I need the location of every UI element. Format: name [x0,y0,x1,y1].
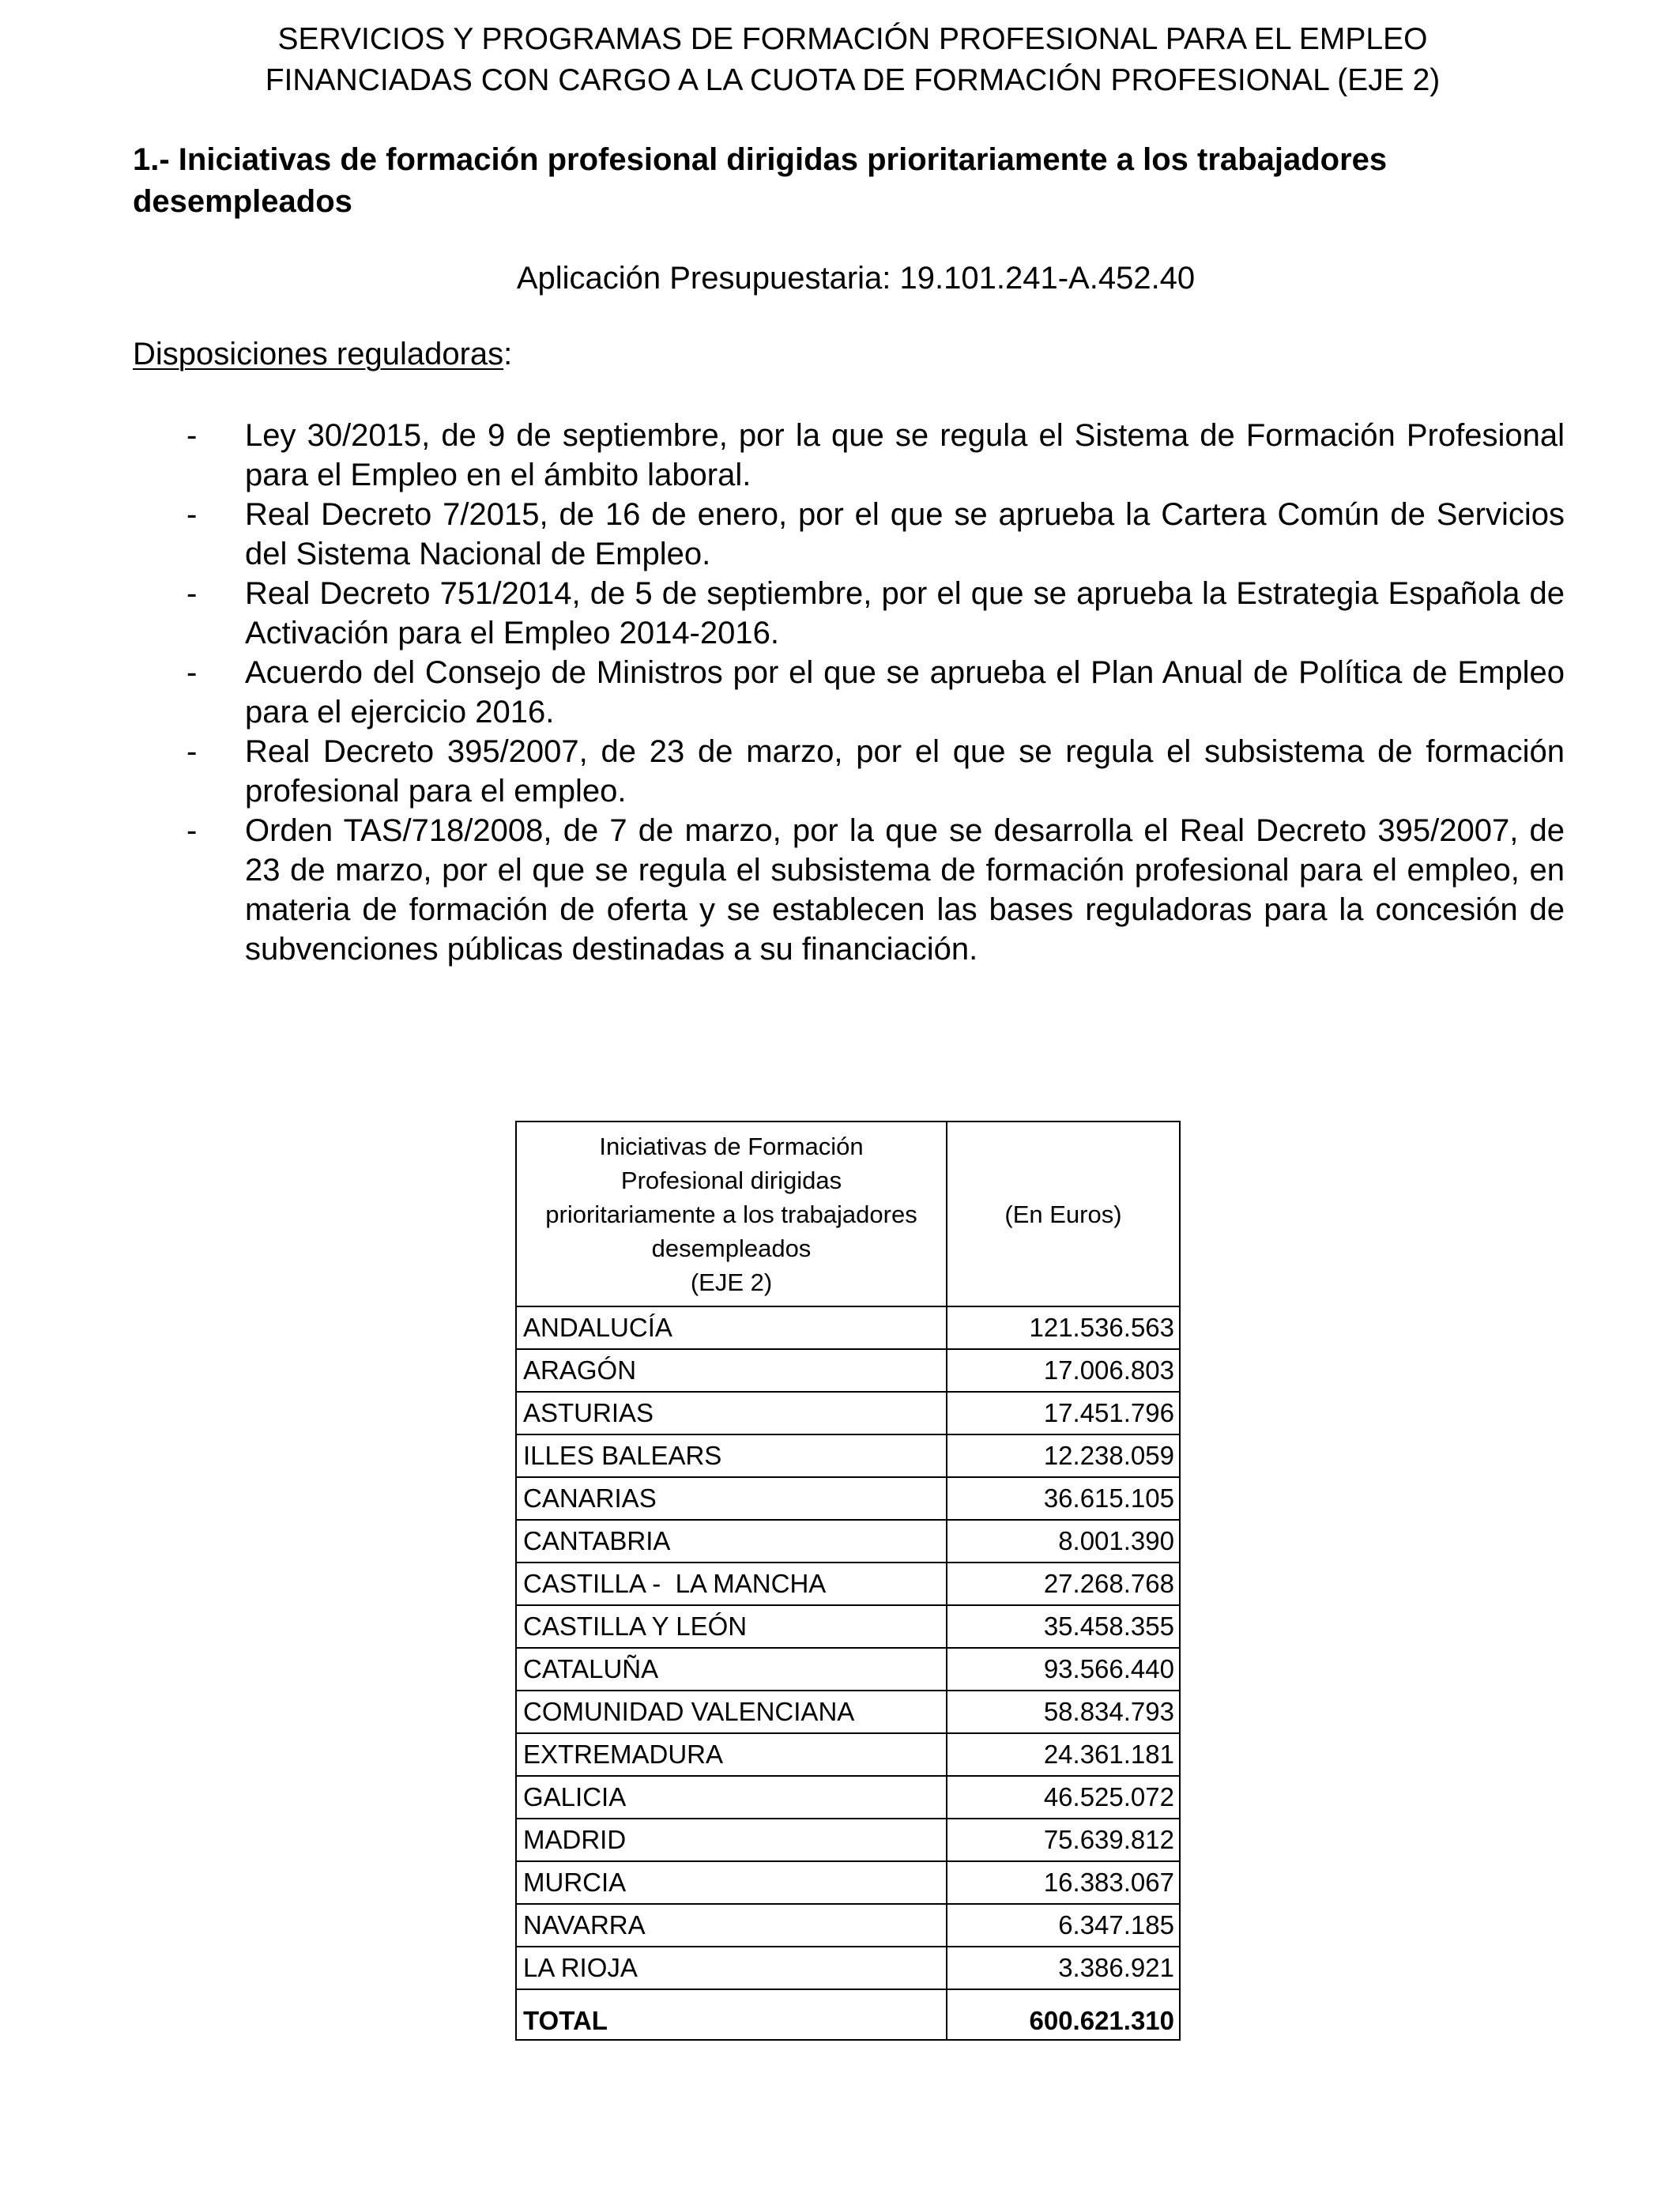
table-row [516,1819,1180,1861]
region-name: ANDALUCÍA [516,1306,947,1349]
regulatory-provisions-label-colon: : [503,337,513,371]
region-amount: 24.361.181 [947,1733,1180,1776]
region-amount: 121.536.563 [947,1306,1180,1349]
region-name: COMUNIDAD VALENCIANA [516,1691,947,1733]
table-row [516,1434,1180,1477]
table-row [516,1776,1180,1819]
table-row [516,1349,1180,1392]
provision-text: Real Decreto 751/2014, de 5 de septiembre, por el que se aprueba la Estrategia Española de Activación para el Empleo 2014-2016. [245,576,1565,650]
bullet-dash: - [186,813,198,848]
provision-text: Orden TAS/718/2008, de 7 de marzo, por la que se desarrolla el Real Decreto 395/2007, de 23 de marzo, por el que se regula el subsistema de formación profesional para el empleo, en materia de formación de oferta y se establecen las bases reguladoras para la concesión de subvenciones públicas destinadas a su financiación. [245,813,1565,967]
region-name: CANARIAS [516,1477,947,1520]
region-name: NAVARRA [516,1904,947,1947]
region-amount: 36.615.105 [947,1477,1180,1520]
total-amount: 600.621.310 [947,2003,1180,2040]
region-amount: 17.451.796 [947,1392,1180,1434]
table-row [516,1691,1180,1733]
region-amount: 3.386.921 [947,1947,1180,1989]
region-name: LA RIOJA [516,1947,947,1989]
region-name: ILLES BALEARS [516,1434,947,1477]
region-name: ARAGÓN [516,1349,947,1392]
table-total-row [516,2003,1180,2040]
region-amount: 93.566.440 [947,1648,1180,1691]
bullet-dash: - [186,655,198,690]
total-label: TOTAL [516,2003,947,2040]
region-amount: 12.238.059 [947,1434,1180,1477]
region-name: ASTURIAS [516,1392,947,1434]
region-amount: 17.006.803 [947,1349,1180,1392]
region-name: MADRID [516,1819,947,1861]
region-amount: 27.268.768 [947,1563,1180,1605]
section-heading: 1.- Iniciativas de formación profesional dirigidas prioritariamente a los trabajadores desempleados [133,142,1388,219]
bullet-dash: - [186,418,198,453]
region-amount: 8.001.390 [947,1520,1180,1563]
table-row [516,1947,1180,1989]
provision-text: Real Decreto 395/2007, de 23 de marzo, por el que se regula el subsistema de formación profesional para el empleo. [245,734,1565,809]
budget-application-line: Aplicación Presupuestaria: 19.101.241-A.452.40 [516,261,1196,296]
provision-text: Acuerdo del Consejo de Ministros por el que se aprueba el Plan Anual de Política de Empleo para el ejercicio 2016. [245,655,1565,729]
region-amount: 6.347.185 [947,1904,1180,1947]
table-header-currency: (En Euros) [947,1122,1180,1306]
region-name: EXTREMADURA [516,1733,947,1776]
bullet-dash: - [186,734,198,769]
provision-text: Real Decreto 7/2015, de 16 de enero, por el que se aprueba la Cartera Común de Servicios del Sistema Nacional de Empleo. [245,497,1565,571]
region-amount: 58.834.793 [947,1691,1180,1733]
provision-text: Ley 30/2015, de 9 de septiembre, por la que se regula el Sistema de Formación Profesional para el Empleo en el ámbito laboral. [245,418,1565,492]
region-name: CASTILLA - LA MANCHA [516,1563,947,1605]
table-row [516,1306,1180,1349]
regulatory-provisions-label [133,332,512,376]
table-row [516,1392,1180,1434]
table-row [516,1904,1180,1947]
document-title: SERVICIOS Y PROGRAMAS DE FORMACIÓN PROFESIONAL PARA EL EMPLEO FINANCIADAS CON CARGO A LA CUOTA DE FORMACIÓN PROFESIONAL (EJE 2) [265,22,1441,97]
table-row [516,1605,1180,1648]
table-row [516,1477,1180,1520]
region-name: GALICIA [516,1776,947,1819]
table-row [516,1733,1180,1776]
table-row [516,1520,1180,1563]
region-amount: 16.383.067 [947,1861,1180,1904]
region-amount: 46.525.072 [947,1776,1180,1819]
bullet-dash: - [186,497,198,532]
region-name: CASTILLA Y LEÓN [516,1605,947,1648]
funding-table [515,1121,1181,2041]
table-spacer-row [516,1989,1180,2003]
table-row [516,1563,1180,1605]
region-amount: 35.458.355 [947,1605,1180,1648]
spacer-cell [516,1989,947,2003]
bullet-dash: - [186,576,198,611]
table-row [516,1861,1180,1904]
table-header-row [516,1122,1180,1306]
regulatory-provisions-label-text: Disposiciones reguladoras [133,337,504,371]
region-amount: 75.639.812 [947,1819,1180,1861]
spacer-cell [947,1989,1180,2003]
region-name: CATALUÑA [516,1648,947,1691]
region-name: MURCIA [516,1861,947,1904]
table-row [516,1648,1180,1691]
region-name: CANTABRIA [516,1520,947,1563]
table-header-initiatives: Iniciativas de Formación Profesional dirigidas prioritariamente a los trabajadores desempleados (EJE 2) [516,1122,947,1306]
